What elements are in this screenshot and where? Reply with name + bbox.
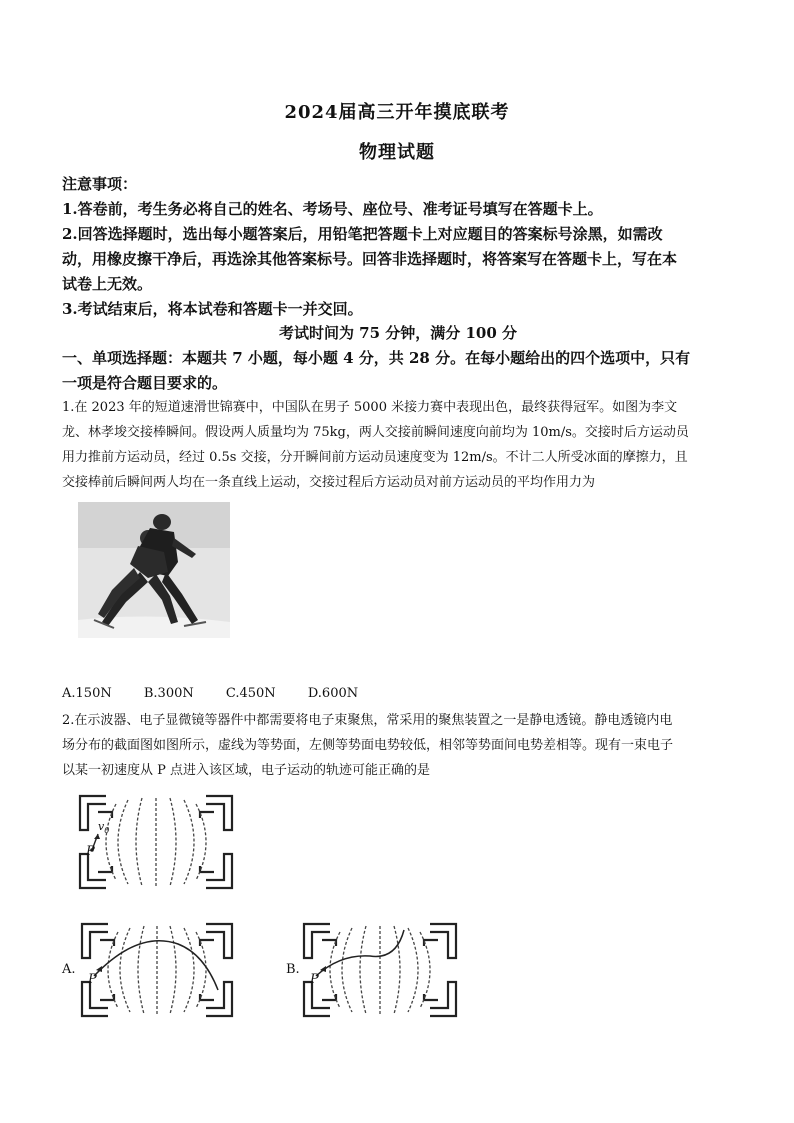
q2-text: 2.在示波器、电子显微镜等器件中都需要将电子束聚焦，常采用的聚焦装置之一是静电透镜。静电透镜内电 xyxy=(62,713,673,728)
q1-text: 用力推前方运动员，经过 0.5s 交接，分开瞬间前方运动员速度变为 12m/s。不计二人所受冰面的摩擦力，且 xyxy=(62,450,688,465)
q1-option-b[interactable]: B.300N xyxy=(143,686,194,701)
skaters-photo xyxy=(78,502,230,638)
section-heading: 一项是符合题目要求的。 xyxy=(62,374,228,392)
q2-option-b-label[interactable]: B. xyxy=(286,962,300,977)
notice-line: 试卷上无效。 xyxy=(62,275,153,293)
electrostatic-lens-figure xyxy=(76,790,236,894)
q1-text: 1.在 2023 年的短道速滑世锦赛中，中国队在男子 5000 米接力赛中表现出色，最终获得冠军。如图为李文 xyxy=(62,400,678,415)
q2-text: 场分布的截面图如图所示，虚线为等势面，左侧等势面电势较低，相邻等势面间电势差相等。现有一束电子 xyxy=(62,738,674,753)
exam-subject: 物理试题 xyxy=(359,142,435,163)
notice-line: 1.答卷前，考生务必将自己的姓名、考场号、座位号、准考证号填写在答题卡上。 xyxy=(62,200,603,218)
notice-line: 2.回答选择题时，选出每小题答案后，用铅笔把答题卡上对应题目的答案标号涂黑，如需改 xyxy=(62,225,663,243)
exam-info: 考试时间为 75 分钟，满分 100 分 xyxy=(278,324,518,342)
option-b-point-p: P xyxy=(310,972,319,987)
exam-title: 2024届高三开年摸底联考 xyxy=(284,102,510,123)
velocity-label: $v_0$ xyxy=(98,820,110,836)
q2-option-b-figure[interactable] xyxy=(300,918,460,1022)
notice-line: 3.考试结束后，将本试卷和答题卡一并交回。 xyxy=(62,300,363,318)
q1-text: 龙、林孝埈交接棒瞬间。假设两人质量均为 75kg，两人交接前瞬间速度向前均为 10m/s。交接时后方运动员 xyxy=(62,425,689,440)
section-heading: 一、单项选择题：本题共 7 小题，每小题 4 分，共 28 分。在每小题给出的四个选项中，只有 xyxy=(62,349,691,367)
q1-text: 交接棒前后瞬间两人均在一条直线上运动，交接过程后方运动员对前方运动员的平均作用力为 xyxy=(62,475,596,490)
q1-option-c[interactable]: C.450N xyxy=(225,686,276,701)
notice-heading: 注意事项： xyxy=(62,175,138,193)
point-p-label: P xyxy=(86,844,95,859)
notice-line: 动，用橡皮擦干净后，再选涂其他答案标号。回答非选择题时，将答案写在答题卡上，写在本 xyxy=(62,250,678,268)
q1-option-d[interactable]: D.600N xyxy=(307,686,359,701)
q2-text: 以某一初速度从 P 点进入该区域，电子运动的轨迹可能正确的是 xyxy=(62,763,431,778)
option-a-point-p: P xyxy=(88,972,97,987)
q2-option-a-label[interactable]: A. xyxy=(62,962,76,977)
q1-option-a[interactable]: A.150N xyxy=(62,686,112,701)
q1-options xyxy=(62,686,386,701)
q2-option-a-figure[interactable] xyxy=(78,918,236,1022)
